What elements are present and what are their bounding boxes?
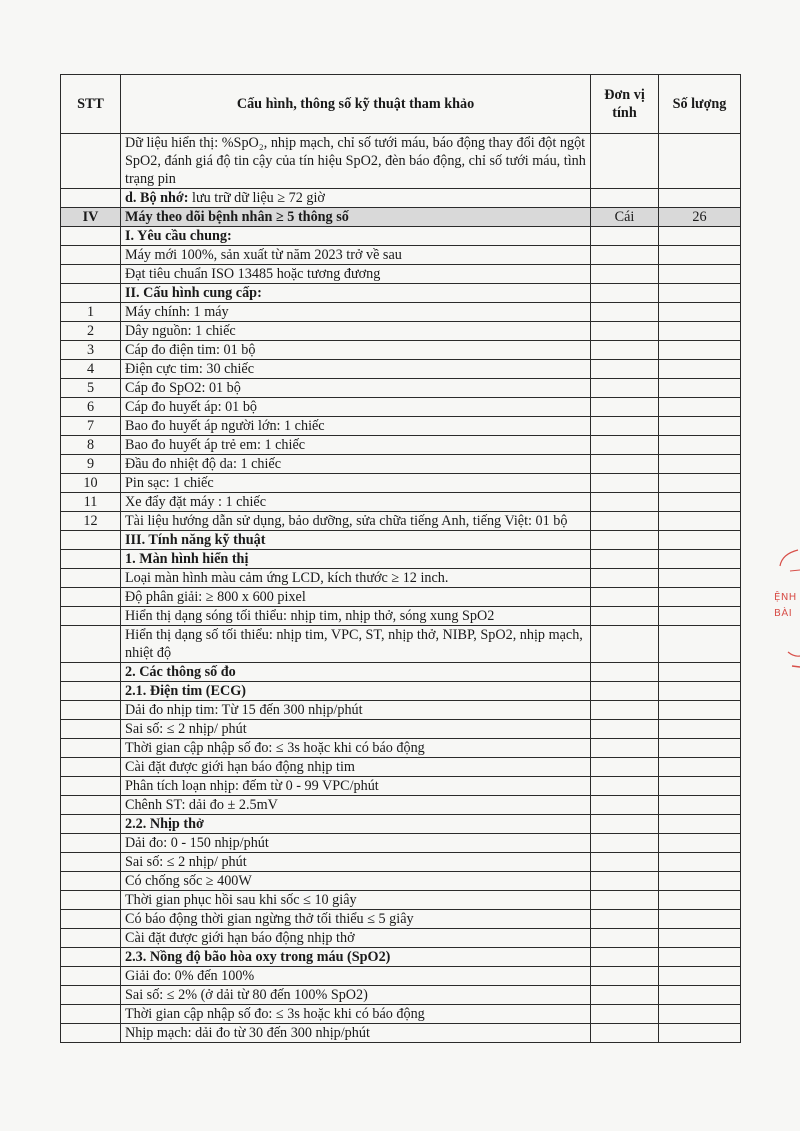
table-row [61, 341, 741, 360]
table-row [61, 379, 741, 398]
row-quantity [659, 134, 741, 189]
row-description [121, 588, 591, 607]
row-description [121, 834, 591, 853]
row-stt [61, 777, 121, 796]
row-stt [61, 626, 121, 663]
row-text: Giải đo: 0% đến 100% [125, 968, 255, 984]
table-row [61, 853, 741, 872]
row-quantity [659, 265, 741, 284]
row-stt [61, 1005, 121, 1024]
row-stt [61, 815, 121, 834]
row-stt [61, 834, 121, 853]
row-quantity [659, 360, 741, 379]
row-unit [591, 891, 659, 910]
row-stt [61, 588, 121, 607]
row-description [121, 986, 591, 1005]
table-row [61, 322, 741, 341]
row-unit [591, 436, 659, 455]
row-quantity [659, 872, 741, 891]
row-description [121, 948, 591, 967]
row-unit [591, 474, 659, 493]
table-row [61, 550, 741, 569]
row-text: Phân tích loạn nhịp: đếm từ 0 - 99 VPC/phút [125, 778, 379, 794]
row-text: 2.3. Nồng độ bão hòa oxy trong máu (SpO2) [125, 949, 391, 965]
row-quantity [659, 815, 741, 834]
table-row [61, 455, 741, 474]
row-description [121, 777, 591, 796]
spec-table [60, 74, 741, 1043]
row-stt [61, 531, 121, 550]
table-row [61, 417, 741, 436]
row-text: Sai số: ≤ 2% (ở dải từ 80 đến 100% SpO2) [125, 987, 368, 1003]
row-unit [591, 853, 659, 872]
row-text: Chênh ST: dải đo ± 2.5mV [125, 797, 278, 813]
row-description [121, 455, 591, 474]
row-quantity [659, 341, 741, 360]
row-quantity [659, 322, 741, 341]
table-row [61, 569, 741, 588]
table-row [61, 1024, 741, 1043]
row-unit [591, 284, 659, 303]
table-row [61, 834, 741, 853]
row-quantity [659, 284, 741, 303]
row-quantity [659, 929, 741, 948]
row-stt: 9 [61, 455, 121, 474]
row-text: Bao đo huyết áp trẻ em: 1 chiếc [125, 437, 306, 453]
row-stt: 11 [61, 493, 121, 512]
row-description [121, 1024, 591, 1043]
table-row [61, 531, 741, 550]
table-row [61, 872, 741, 891]
row-unit [591, 758, 659, 777]
row-stt [61, 948, 121, 967]
row-unit [591, 531, 659, 550]
row-stt [61, 967, 121, 986]
row-text: Cài đặt được giới hạn báo động nhịp tim [125, 759, 355, 775]
row-unit [591, 569, 659, 588]
row-description [121, 398, 591, 417]
row-description [121, 701, 591, 720]
row-text: 2.1. Điện tim (ECG) [125, 683, 246, 699]
header-stt: STT [61, 75, 121, 134]
row-text: Có chống sốc ≥ 400W [125, 873, 252, 889]
table-header-row [61, 75, 741, 134]
row-stt [61, 910, 121, 929]
row-quantity [659, 682, 741, 701]
row-text: 2. Các thông số đo [125, 664, 236, 680]
row-quantity [659, 512, 741, 531]
row-stt: 3 [61, 341, 121, 360]
row-text: Hiển thị dạng sóng tối thiểu: nhịp tim, nhịp thở, sóng xung SpO2 [125, 608, 495, 624]
row-description [121, 739, 591, 758]
row-unit [591, 796, 659, 815]
row-text: 2.2. Nhịp thở [125, 816, 204, 832]
table-row [61, 796, 741, 815]
row-unit [591, 398, 659, 417]
row-unit [591, 189, 659, 208]
row-text: 1. Màn hình hiển thị [125, 551, 249, 567]
row-text: Thời gian cập nhập số đo: ≤ 3s hoặc khi có báo động [125, 1006, 425, 1022]
table-row [61, 398, 741, 417]
row-stt [61, 701, 121, 720]
row-stt [61, 720, 121, 739]
row-quantity [659, 436, 741, 455]
row-description [121, 910, 591, 929]
row-stt: 6 [61, 398, 121, 417]
table-row [61, 758, 741, 777]
row-stt [61, 550, 121, 569]
row-quantity [659, 607, 741, 626]
row-quantity [659, 227, 741, 246]
row-description [121, 967, 591, 986]
row-unit [591, 455, 659, 474]
row-unit [591, 265, 659, 284]
row-stt [61, 853, 121, 872]
row-quantity [659, 758, 741, 777]
table-row [61, 663, 741, 682]
row-description [121, 815, 591, 834]
table-row [61, 682, 741, 701]
row-stt [61, 929, 121, 948]
row-description [121, 607, 591, 626]
table-row [61, 265, 741, 284]
row-text: Máy chính: 1 máy [125, 304, 229, 320]
row-stt [61, 796, 121, 815]
row-stt [61, 134, 121, 189]
row-stt [61, 1024, 121, 1043]
table-row [61, 891, 741, 910]
row-unit [591, 322, 659, 341]
table-row [61, 512, 741, 531]
table-row [61, 815, 741, 834]
row-description [121, 663, 591, 682]
row-stt: 12 [61, 512, 121, 531]
row-description [121, 929, 591, 948]
row-text: Máy theo dõi bệnh nhân ≥ 5 thông số [125, 209, 349, 225]
row-text: Thời gian cập nhập số đo: ≤ 3s hoặc khi có báo động [125, 740, 425, 756]
row-stt [61, 682, 121, 701]
row-quantity [659, 853, 741, 872]
row-description [121, 1005, 591, 1024]
row-unit: Cái [591, 208, 659, 227]
row-quantity [659, 379, 741, 398]
row-unit [591, 682, 659, 701]
row-unit [591, 834, 659, 853]
row-stt [61, 265, 121, 284]
row-unit [591, 777, 659, 796]
header-qty: Số lượng [659, 75, 741, 134]
row-text: Dữ liệu hiển thị: %SpO₂, nhịp mạch, chỉ số tưới máu, báo động thay đổi đột ngột SpO2, đánh giá độ tin cậy của tín hiệu SpO2, đèn báo động, chỉ số tưới máu, tình trạng pin [125, 135, 586, 187]
red-stamp-fragment [768, 540, 800, 690]
row-unit [591, 739, 659, 758]
row-stt: 4 [61, 360, 121, 379]
row-text: lưu trữ dữ liệu ≥ 72 giờ [188, 190, 325, 206]
row-unit [591, 227, 659, 246]
row-unit [591, 134, 659, 189]
row-text: Điện cực tim: 30 chiếc [125, 361, 255, 377]
row-quantity [659, 967, 741, 986]
row-unit [591, 626, 659, 663]
row-text: Nhịp mạch: dải đo từ 30 đến 300 nhịp/phút [125, 1025, 370, 1041]
row-unit [591, 607, 659, 626]
table-row [61, 436, 741, 455]
section-row [61, 208, 741, 227]
row-quantity [659, 910, 741, 929]
row-quantity [659, 701, 741, 720]
row-stt: 8 [61, 436, 121, 455]
table-row [61, 739, 741, 758]
row-unit [591, 1005, 659, 1024]
table-row [61, 246, 741, 265]
row-description [121, 303, 591, 322]
row-quantity [659, 1005, 741, 1024]
row-description [121, 189, 591, 208]
row-stt [61, 284, 121, 303]
row-quantity: 26 [659, 208, 741, 227]
row-quantity [659, 739, 741, 758]
table-row [61, 474, 741, 493]
row-text: Dải đo nhịp tim: Từ 15 đến 300 nhịp/phút [125, 702, 363, 718]
table-row [61, 303, 741, 322]
table-row [61, 701, 741, 720]
row-quantity [659, 493, 741, 512]
row-stt [61, 569, 121, 588]
row-description [121, 265, 591, 284]
row-text: Pin sạc: 1 chiếc [125, 475, 214, 491]
row-description [121, 474, 591, 493]
row-stt: IV [61, 208, 121, 227]
row-unit [591, 303, 659, 322]
row-description [121, 134, 591, 189]
row-stt [61, 891, 121, 910]
row-quantity [659, 777, 741, 796]
row-description [121, 436, 591, 455]
table-row [61, 588, 741, 607]
row-description [121, 417, 591, 436]
row-quantity [659, 834, 741, 853]
stamp-text-1: ỆNH [774, 592, 797, 603]
row-stt [61, 246, 121, 265]
row-description [121, 531, 591, 550]
row-unit [591, 929, 659, 948]
row-text: Sai số: ≤ 2 nhịp/ phút [125, 854, 247, 870]
row-text: Đầu đo nhiệt độ da: 1 chiếc [125, 456, 282, 472]
row-description [121, 872, 591, 891]
row-description [121, 853, 591, 872]
row-quantity [659, 398, 741, 417]
row-text: Hiển thị dạng số tối thiểu: nhịp tim, VPC, ST, nhịp thở, NIBP, SpO2, nhịp mạch, nhiệt độ [125, 627, 583, 661]
row-unit [591, 360, 659, 379]
row-description [121, 796, 591, 815]
table-row [61, 720, 741, 739]
row-text: Thời gian phục hồi sau khi sốc ≤ 10 giây [125, 892, 357, 908]
row-description [121, 208, 591, 227]
row-unit [591, 493, 659, 512]
row-text: II. Cấu hình cung cấp: [125, 285, 262, 301]
row-quantity [659, 663, 741, 682]
row-text: I. Yêu cầu chung: [125, 228, 232, 244]
row-stt: 10 [61, 474, 121, 493]
table-row [61, 777, 741, 796]
row-unit [591, 967, 659, 986]
table-row [61, 284, 741, 303]
row-text: Độ phân giải: ≥ 800 x 600 pixel [125, 589, 306, 605]
row-stt [61, 227, 121, 246]
row-unit [591, 815, 659, 834]
row-quantity [659, 550, 741, 569]
row-quantity [659, 986, 741, 1005]
table-row [61, 967, 741, 986]
row-label: d. Bộ nhớ: [125, 190, 189, 206]
row-description [121, 569, 591, 588]
row-text: Bao đo huyết áp người lớn: 1 chiếc [125, 418, 325, 434]
row-stt: 2 [61, 322, 121, 341]
header-config: Cấu hình, thông số kỹ thuật tham khảo [121, 75, 591, 134]
row-unit [591, 663, 659, 682]
row-quantity [659, 246, 741, 265]
row-description [121, 284, 591, 303]
row-stt: 5 [61, 379, 121, 398]
row-text: Xe đẩy đặt máy : 1 chiếc [125, 494, 267, 510]
table-row [61, 1005, 741, 1024]
row-stt [61, 189, 121, 208]
row-description [121, 626, 591, 663]
row-description [121, 758, 591, 777]
row-description [121, 493, 591, 512]
table-row [61, 607, 741, 626]
row-description [121, 512, 591, 531]
table-row [61, 493, 741, 512]
table-row [61, 986, 741, 1005]
row-description [121, 227, 591, 246]
row-text: Cài đặt được giới hạn báo động nhịp thở [125, 930, 355, 946]
row-text: Đạt tiêu chuẩn ISO 13485 hoặc tương đương [125, 266, 381, 282]
row-description [121, 720, 591, 739]
row-stt [61, 872, 121, 891]
row-description [121, 379, 591, 398]
row-text: Dải đo: 0 - 150 nhịp/phút [125, 835, 269, 851]
row-text: Cáp đo điện tim: 01 bộ [125, 342, 256, 358]
row-text: Có báo động thời gian ngừng thở tối thiểu ≤ 5 giây [125, 911, 414, 927]
row-unit [591, 910, 659, 929]
row-unit [591, 588, 659, 607]
row-text: Cáp đo huyết áp: 01 bộ [125, 399, 258, 415]
row-text: Cáp đo SpO2: 01 bộ [125, 380, 241, 396]
row-unit [591, 986, 659, 1005]
row-unit [591, 417, 659, 436]
row-text: Máy mới 100%, sản xuất từ năm 2023 trở về sau [125, 247, 402, 263]
row-quantity [659, 720, 741, 739]
row-text: Dây nguồn: 1 chiếc [125, 323, 236, 339]
row-unit [591, 1024, 659, 1043]
row-quantity [659, 569, 741, 588]
row-text: III. Tính năng kỹ thuật [125, 532, 266, 548]
row-description [121, 682, 591, 701]
row-unit [591, 550, 659, 569]
row-description [121, 550, 591, 569]
table-row [61, 227, 741, 246]
row-stt [61, 607, 121, 626]
row-quantity [659, 474, 741, 493]
table-body [61, 134, 741, 1043]
row-description [121, 246, 591, 265]
row-unit [591, 246, 659, 265]
row-description [121, 341, 591, 360]
row-description [121, 891, 591, 910]
row-quantity [659, 455, 741, 474]
row-unit [591, 341, 659, 360]
row-quantity [659, 891, 741, 910]
row-text: Loại màn hình màu cảm ứng LCD, kích thước ≥ 12 inch. [125, 570, 449, 586]
row-quantity [659, 303, 741, 322]
table-row [61, 360, 741, 379]
table-row [61, 910, 741, 929]
row-stt: 1 [61, 303, 121, 322]
row-text: Sai số: ≤ 2 nhịp/ phút [125, 721, 247, 737]
row-quantity [659, 588, 741, 607]
row-stt [61, 758, 121, 777]
row-stt [61, 739, 121, 758]
row-quantity [659, 796, 741, 815]
table-row [61, 929, 741, 948]
row-quantity [659, 626, 741, 663]
row-stt [61, 663, 121, 682]
row-unit [591, 701, 659, 720]
row-description [121, 322, 591, 341]
row-quantity [659, 417, 741, 436]
row-quantity [659, 531, 741, 550]
row-quantity [659, 948, 741, 967]
row-unit [591, 720, 659, 739]
row-unit [591, 379, 659, 398]
row-description [121, 360, 591, 379]
table-row [61, 948, 741, 967]
row-stt [61, 986, 121, 1005]
header-unit: Đơn vị tính [591, 75, 659, 134]
row-text: Tài liệu hướng dẫn sử dụng, bảo dưỡng, sửa chữa tiếng Anh, tiếng Việt: 01 bộ [125, 513, 568, 529]
row-unit [591, 872, 659, 891]
row-quantity [659, 1024, 741, 1043]
stamp-text-2: BÀI [774, 608, 793, 619]
table-row [61, 189, 741, 208]
row-unit [591, 512, 659, 531]
row-stt: 7 [61, 417, 121, 436]
table-row [61, 626, 741, 663]
row-quantity [659, 189, 741, 208]
table-row [61, 134, 741, 189]
row-unit [591, 948, 659, 967]
